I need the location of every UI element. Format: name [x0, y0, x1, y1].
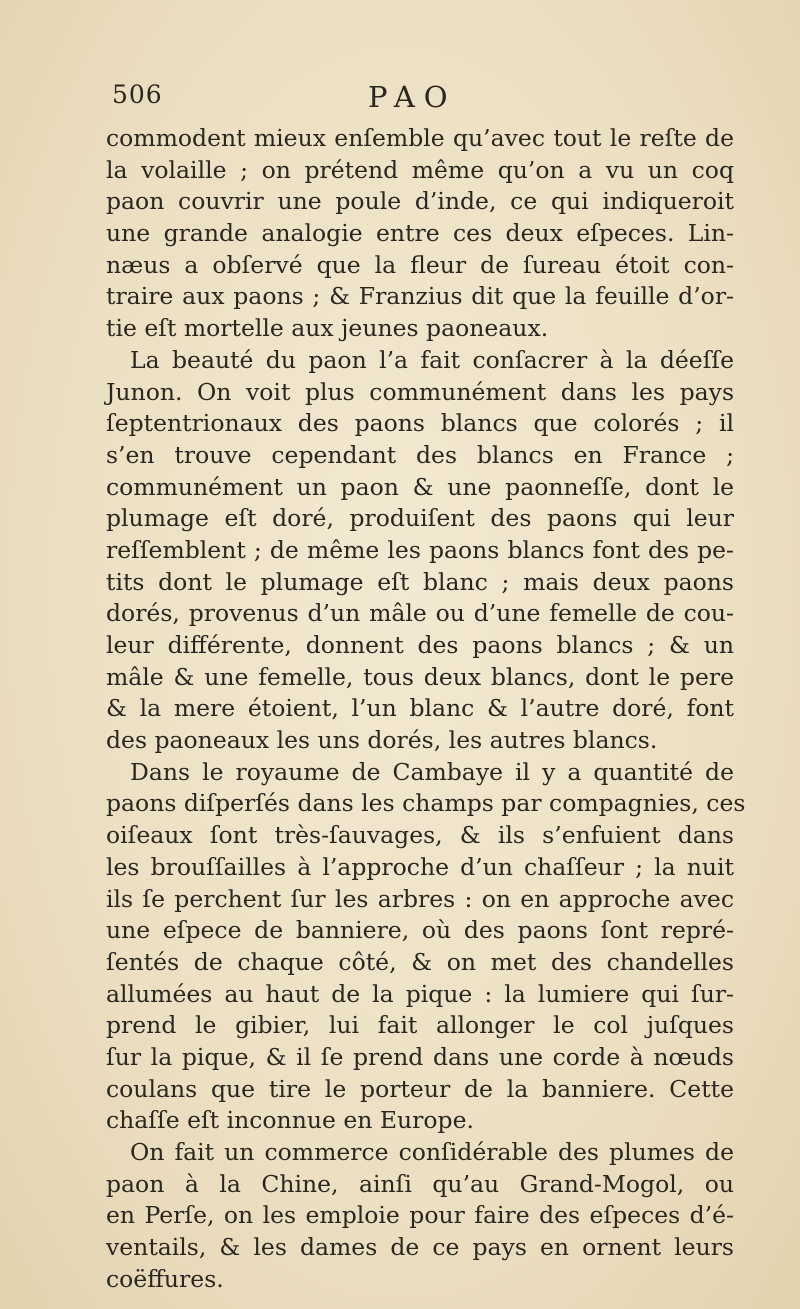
text-line: commodent mieux enſemble qu’avec tout le reſte de: [106, 124, 734, 152]
text-line: ventails, & les dames de ce pays en ornent leurs: [106, 1233, 734, 1262]
text-line: ſur la pique, & il ſe prend dans une corde à nœuds: [106, 1042, 734, 1071]
text-line: la volaille ; on prétend même qu’on a vu un coq: [106, 155, 734, 184]
text-line: Junon. On voit plus communément dans les pays: [106, 377, 734, 406]
text-line: allumées au haut de la pique : la lumiere qui ſur-: [106, 979, 734, 1008]
text-line: communément un paon & une paonneſſe, dont le: [106, 472, 734, 501]
text-line: une eſpece de banniere, où des paons ſont repré-: [106, 916, 734, 945]
page-number: 506: [112, 80, 163, 109]
text-line: ils ſe perchent ſur les arbres : on en approche avec: [106, 884, 734, 913]
text-line: reſſemblent ; de même les paons blancs font des pe-: [106, 535, 734, 564]
text-line: prend le gibier, lui fait allonger le col juſques: [106, 1011, 734, 1040]
paragraph-first-line: La beauté du paon l’a fait conſacrer à la déeſſe: [130, 345, 734, 374]
text-line: ſeptentrionaux des paons blancs que colorés ; il: [106, 409, 734, 438]
text-line: une grande analogie entre ces deux eſpeces. Lin-: [106, 219, 734, 248]
text-line: des paoneaux les uns dorés, les autres blancs.: [106, 726, 658, 755]
text-line: næus a obſervé que la fleur de ſureau étoit con-: [106, 250, 734, 279]
text-line: tits dont le plumage eſt blanc ; mais deux paons: [106, 567, 734, 596]
text-line: mâle & une femelle, tous deux blancs, dont le pere: [106, 662, 734, 691]
running-head: PAO: [368, 80, 457, 114]
text-line: dorés, provenus d’un mâle ou d’une femelle de cou-: [106, 599, 734, 628]
text-line: traire aux paons ; & Franzius dit que la feuille d’or-: [106, 282, 734, 311]
text-line: les brouſſailles à l’approche d’un chaſſeur ; la nuit: [106, 852, 734, 881]
text-line: ſentés de chaque côté, & on met des chandelles: [106, 947, 734, 976]
text-line: en Perſe, on les emploie pour faire des eſpeces d’é-: [106, 1201, 734, 1230]
text-line: oiſeaux ſont très-ſauvages, & ils s’enfuient dans: [106, 821, 734, 850]
text-line: plumage eſt doré, produiſent des paons qui leur: [106, 504, 734, 533]
text-line: tie eſt mortelle aux jeunes paoneaux.: [106, 314, 549, 343]
text-line: & la mere étoient, l’un blanc & l’autre doré, font: [106, 694, 734, 723]
paragraph-first-line: Dans le royaume de Cambaye il y a quantité de: [130, 757, 734, 786]
paragraph-first-line: On fait un commerce conſidérable des plumes de: [130, 1138, 734, 1166]
text-line: paon couvrir une poule d’inde, ce qui indiqueroit: [106, 187, 734, 216]
text-line: paons diſperſés dans les champs par compagnies, ces: [106, 789, 746, 818]
body-text: [106, 123, 746, 1295]
page-header: [112, 80, 712, 120]
text-line: s’en trouve cependant des blancs en France ;: [106, 440, 734, 469]
text-line: leur différente, donnent des paons blancs ; & un: [106, 631, 734, 659]
text-line: coulans que tire le porteur de la banniere. Cette: [106, 1074, 734, 1103]
text-line: coëffures.: [106, 1264, 224, 1293]
text-line: chaſſe eſt inconnue en Europe.: [106, 1106, 474, 1135]
text-line: paon à la Chine, ainſi qu’au Grand-Mogol, ou: [106, 1169, 734, 1198]
